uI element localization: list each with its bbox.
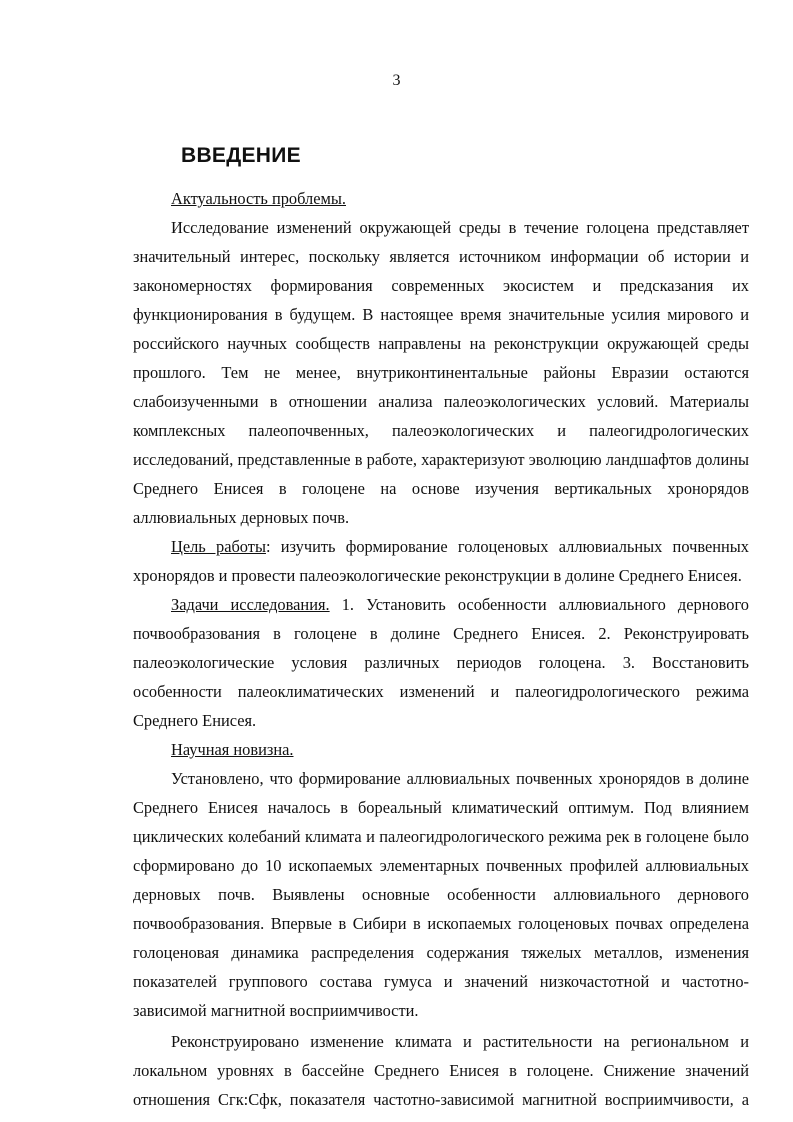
text-line: комплексных палеопочвенных, палеоэкологических и палеогидрологических <box>133 421 749 440</box>
text-line: Исследование изменений окружающей среды в течение голоцена представляет <box>171 218 749 237</box>
text-line: Цель работы: изучить формирование голоценовых аллювиальных почвенных <box>171 537 749 556</box>
text-line: прошлого. Тем не менее, внутриконтинентальные районы Евразии остаются <box>133 363 749 382</box>
text-line: Среднего Енисея началось в бореальный климатический оптимум. Под влиянием <box>133 798 749 817</box>
text-line: функционирования в будущем. В настоящее время значительные усилия мирового и <box>133 305 749 324</box>
text-line: Среднего Енисея в голоцене на основе изучения вертикальных хронорядов <box>133 479 749 498</box>
text-line: Среднего Енисея. <box>133 711 257 730</box>
text-line: сформировано до 10 ископаемых элементарных почвенных профилей аллювиальных <box>133 856 749 875</box>
text-line: зависимой магнитной восприимчивости. <box>133 1001 419 1020</box>
page-number: 3 <box>392 72 401 89</box>
text-line: Установлено, что формирование аллювиальных почвенных хронорядов в долине <box>171 769 749 788</box>
text-line: показателей группового состава гумуса и значений низкочастотной и частотно- <box>133 972 749 991</box>
text-line: слабоизученными в отношении анализа палеоэкологических условий. Материалы <box>133 392 749 411</box>
text-line: значительный интерес, поскольку является источником информации об истории и <box>133 247 749 266</box>
text-line: палеоэкологические условия различных периодов голоцена. 3. Восстановить <box>133 653 749 672</box>
section-title-novelty: Научная новизна. <box>171 740 294 759</box>
text-line: исследований, представленные в работе, характеризуют эволюцию ландшафтов долины <box>133 450 749 469</box>
text-line: почвообразования в голоцене в долине Среднего Енисея. 2. Реконструировать <box>133 624 749 643</box>
text-line: почвообразования. Впервые в Сибири в ископаемых голоценовых почвах определена <box>133 914 749 933</box>
goal-label: Цель работы <box>171 537 266 556</box>
tasks-paragraph <box>133 590 749 735</box>
novelty-paragraph-1 <box>133 764 749 1025</box>
text-line: голоценовая динамика распределения содержания тяжелых металлов, изменения <box>133 943 749 962</box>
text-line: дерновых почв. Выявлены основные особенности аллювиального дернового <box>133 885 749 904</box>
text-line: аллювиальных дерновых почв. <box>133 508 350 527</box>
text-line: хронорядов и провести палеоэкологические реконструкции в долине Среднего Енисея. <box>133 566 742 585</box>
text-line: циклических колебаний климата и палеогидрологического режима рек в голоцене было <box>133 827 749 846</box>
text-line: российского научных сообществ направлены на реконструкции окружающей среды <box>133 334 749 353</box>
section-title-relevance: Актуальность проблемы. <box>171 189 346 208</box>
text-line: отношения Сгк:Сфк, показателя частотно-зависимой магнитной восприимчивости, а <box>133 1090 749 1109</box>
text-line: Задачи исследования. 1. Установить особенности аллювиального дернового <box>171 595 749 614</box>
text-line: локальном уровнях в бассейне Среднего Енисея в голоцене. Снижение значений <box>133 1061 749 1080</box>
text-line: Реконструировано изменение климата и растительности на региональном и <box>171 1032 749 1051</box>
document-body <box>133 184 749 1114</box>
tasks-label: Задачи исследования. <box>171 595 330 614</box>
novelty-paragraph-2 <box>133 1027 749 1114</box>
text-line: особенности палеоклиматических изменений и палеогидрологического режима <box>133 682 749 701</box>
relevance-paragraph <box>133 213 749 532</box>
goal-paragraph <box>133 532 749 590</box>
page-title: ВВЕДЕНИЕ <box>181 144 301 167</box>
text-line: закономерностях формирования современных экосистем и предсказания их <box>133 276 749 295</box>
